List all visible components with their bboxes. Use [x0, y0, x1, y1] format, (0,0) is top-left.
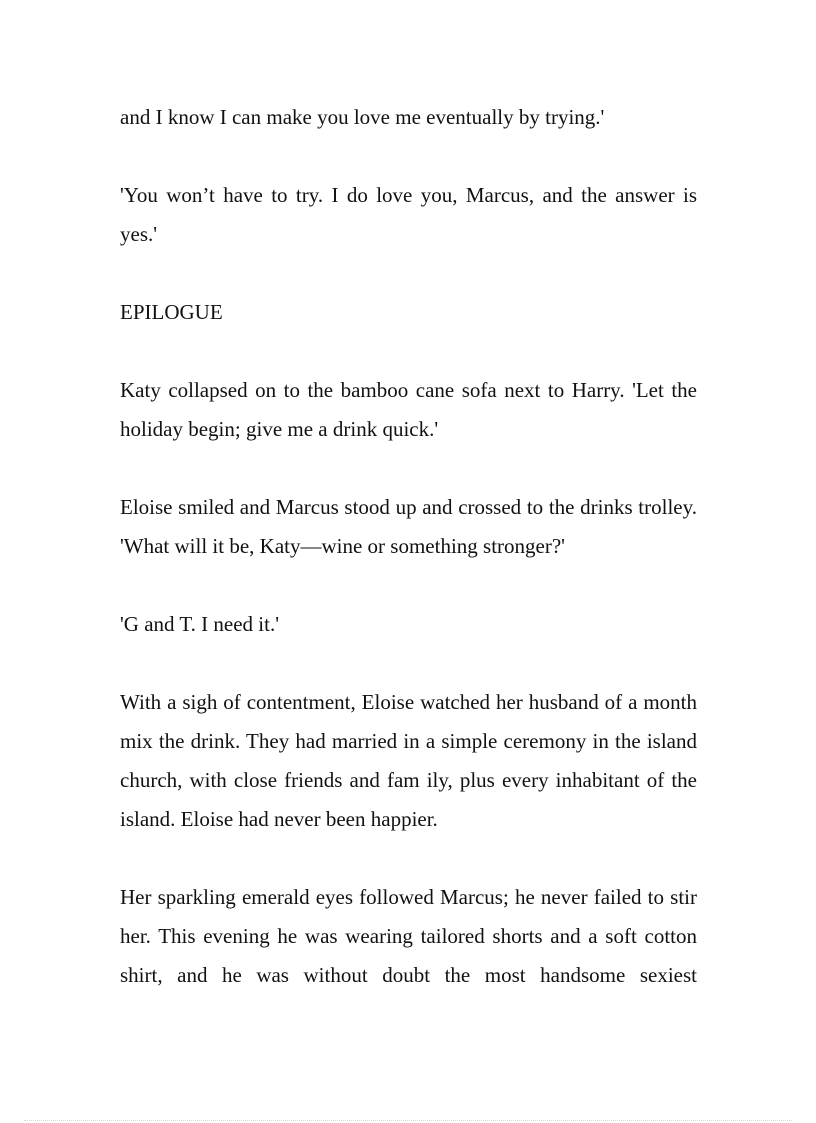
page-bottom-edge — [24, 1120, 792, 1121]
paragraph-contentment: With a sigh of contentment, Eloise watched her husband of a month mix the drink. They had married in a simple ceremony in the island church, with close friends and fam ily, plus every inhabitant of the island. Eloise had never been happier. — [120, 690, 697, 831]
epilogue-heading: EPILOGUE — [120, 300, 223, 324]
paragraph-answer: 'You won’t have to try. I do love you, Marcus, and the answer is yes.' — [120, 183, 697, 246]
paragraph-continuation: and I know I can make you love me eventually by trying.' — [120, 105, 605, 129]
paragraph-g-and-t: 'G and T. I need it.' — [120, 612, 279, 636]
paragraph-katy-collapsed: Katy collapsed on to the bamboo cane sofa next to Harry. 'Let the holiday begin; give me a drink quick.' — [120, 378, 697, 441]
paragraph-drinks-trolley: Eloise smiled and Marcus stood up and crossed to the drinks trolley. 'What will it be, Katy—wine or something stronger?' — [120, 495, 697, 558]
paragraph-emerald-eyes: Her sparkling emerald eyes followed Marcus; he never failed to stir her. This evening he was wearing tailored shorts and a soft cotton shirt, and he was without doubt the most handsome sexiest — [120, 885, 697, 987]
text-column — [120, 98, 697, 1034]
